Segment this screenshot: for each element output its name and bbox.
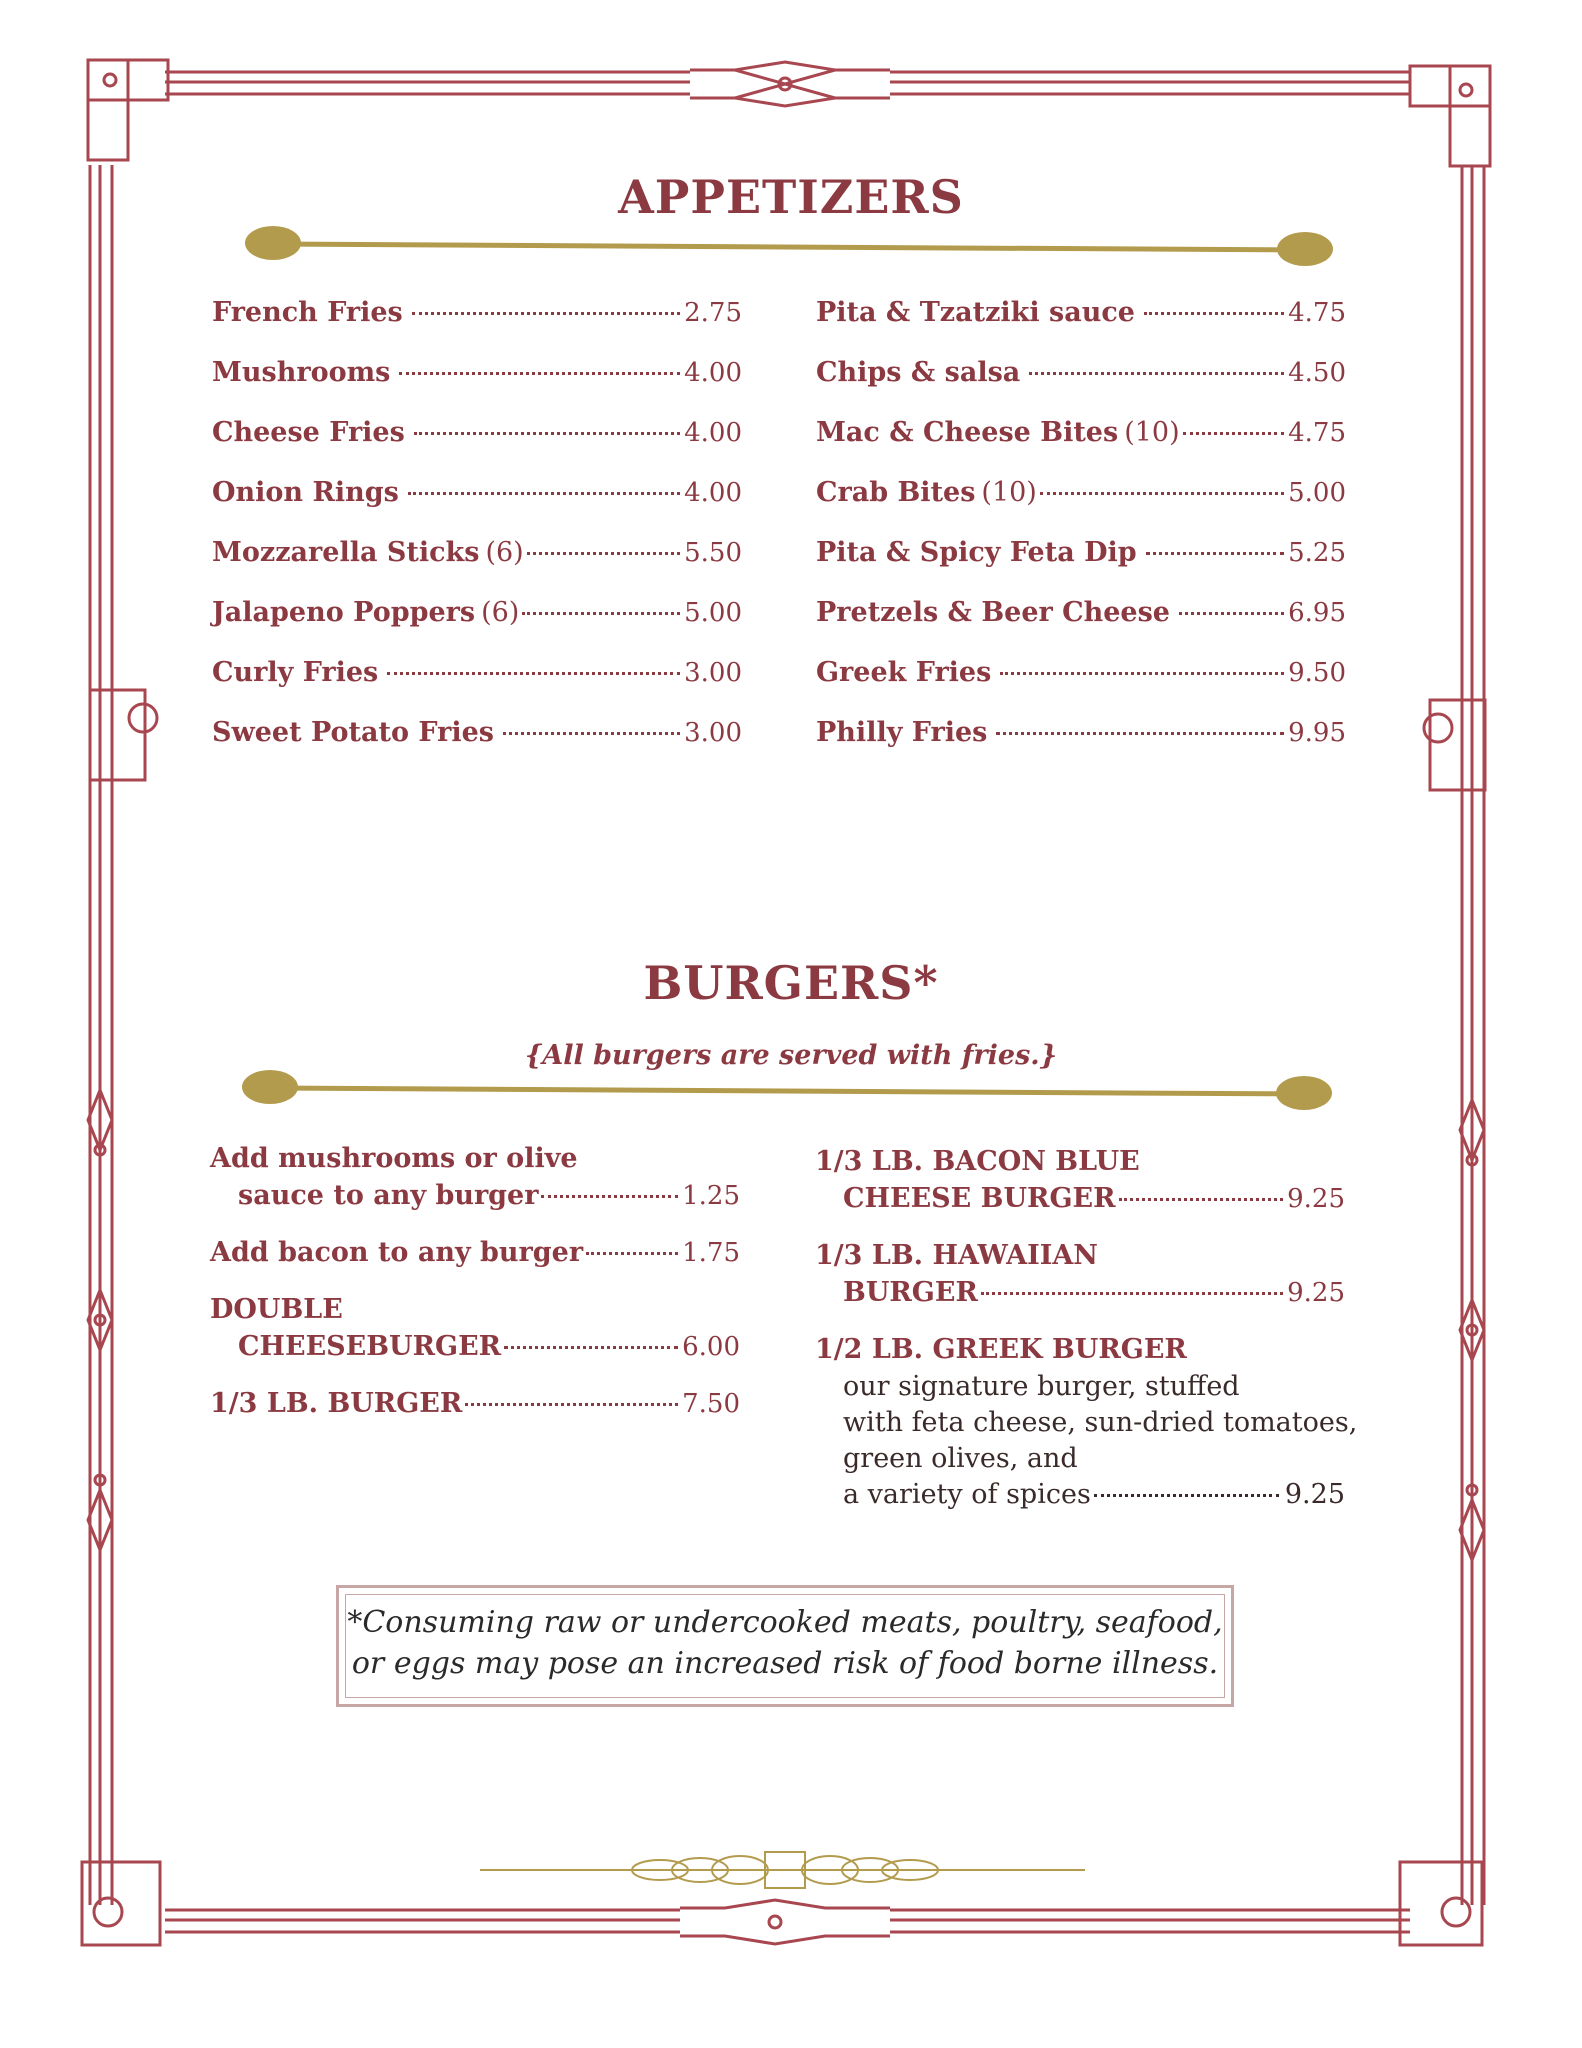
leader-dots [1119, 1198, 1284, 1201]
leader-dots [522, 612, 680, 615]
leader-dots [981, 1292, 1283, 1295]
menu-item: sauce to any burger 1.25 [238, 1180, 740, 1211]
price: 9.25 [1287, 1184, 1345, 1214]
menu-item-line: 1/3 LB. HAWAIIAN [815, 1240, 1098, 1271]
leader-dots [1000, 672, 1284, 675]
leader-dots [399, 372, 680, 375]
appetizers-heading: APPETIZERS [618, 170, 964, 224]
menu-item: CHEESE BURGER 9.25 [843, 1183, 1345, 1214]
burgers-right-column [815, 1146, 1358, 1515]
price: 1.25 [682, 1181, 740, 1211]
menu-item: Pita & Spicy Feta Dip 5.25 [816, 537, 1346, 568]
price: 9.50 [1288, 658, 1346, 688]
burgers-subtitle: {All burgers are served with fries.} [524, 1040, 1058, 1071]
menu-item-line: Add mushrooms or olive [210, 1143, 578, 1174]
price: 6.95 [1288, 598, 1346, 628]
menu-item: Greek Fries 9.50 [816, 657, 1346, 688]
menu-item: BURGER 9.25 [843, 1277, 1345, 1308]
leader-dots [408, 492, 680, 495]
price: 4.50 [1288, 358, 1346, 388]
appetizers-left-column [212, 297, 742, 777]
menu-item: Crab Bites (10) 5.00 [816, 477, 1346, 508]
leader-dots [412, 312, 680, 315]
leader-dots [996, 732, 1284, 735]
leader-dots [1094, 1494, 1279, 1497]
menu-item: CHEESEBURGER 6.00 [238, 1331, 740, 1362]
leader-dots [1144, 312, 1284, 315]
price: 5.00 [1288, 478, 1346, 508]
price: 9.25 [1287, 1278, 1345, 1308]
burgers-heading: BURGERS* [643, 956, 939, 1010]
price: 4.75 [1288, 418, 1346, 448]
leader-dots [1179, 612, 1284, 615]
leader-dots [1146, 552, 1284, 555]
menu-item: Philly Fries 9.95 [816, 717, 1346, 748]
leader-dots [1183, 432, 1284, 435]
menu-item: French Fries 2.75 [212, 297, 742, 328]
menu-item: Mozzarella Sticks (6) 5.50 [212, 537, 742, 568]
menu-item: Jalapeno Poppers (6) 5.00 [212, 597, 742, 628]
leader-dots [527, 552, 680, 555]
gold-divider-rod [245, 224, 1335, 270]
notice-line: *Consuming raw or undercooked meats, poultry, seafood, [347, 1605, 1223, 1640]
price: 3.00 [684, 718, 742, 748]
leader-dots [414, 432, 680, 435]
menu-item: Pita & Tzatziki sauce 4.75 [816, 297, 1346, 328]
notice-line: or eggs may pose an increased risk of food borne illness. [351, 1646, 1219, 1681]
menu-item-line: DOUBLE [210, 1294, 343, 1325]
leader-dots [503, 732, 680, 735]
menu-item: Mushrooms 4.00 [212, 357, 742, 388]
menu-item: Chips & salsa 4.50 [816, 357, 1346, 388]
leader-dots [586, 1252, 678, 1255]
leader-dots [1029, 372, 1284, 375]
menu-item: Add bacon to any burger 1.75 [210, 1237, 740, 1268]
leader-dots [387, 672, 680, 675]
menu-item: Mac & Cheese Bites (10) 4.75 [816, 417, 1346, 448]
appetizers-right-column [816, 297, 1346, 777]
price: 1.75 [682, 1238, 740, 1268]
leader-dots [465, 1403, 678, 1406]
burgers-left-column [210, 1143, 740, 1425]
notice-text [339, 1602, 1231, 1684]
menu-item: Sweet Potato Fries 3.00 [212, 717, 742, 748]
price: 4.00 [684, 418, 742, 448]
item-description: a variety of spices [843, 1479, 1091, 1510]
price: 2.75 [684, 298, 742, 328]
menu-item: 1/3 LB. BURGER 7.50 [210, 1388, 740, 1419]
price: 9.95 [1288, 718, 1346, 748]
item-description: with feta cheese, sun-dried tomatoes, [843, 1407, 1358, 1438]
item-description: green olives, and [843, 1443, 1078, 1474]
leader-dots [504, 1346, 678, 1349]
menu-item-line: 1/3 LB. BACON BLUE [815, 1146, 1140, 1177]
leader-dots [541, 1195, 678, 1198]
menu-item: Onion Rings 4.00 [212, 477, 742, 508]
price: 6.00 [682, 1332, 740, 1362]
price: 5.50 [684, 538, 742, 568]
menu-item [815, 1479, 1345, 1515]
menu-item: Pretzels & Beer Cheese 6.95 [816, 597, 1346, 628]
price: 4.00 [684, 478, 742, 508]
price: 4.75 [1288, 298, 1346, 328]
price: 4.00 [684, 358, 742, 388]
price: 3.00 [684, 658, 742, 688]
item-description: our signature burger, stuffed [843, 1371, 1240, 1402]
menu-item-line: 1/2 LB. GREEK BURGER [815, 1334, 1187, 1365]
price: 5.00 [684, 598, 742, 628]
leader-dots [1040, 492, 1284, 495]
food-safety-notice [336, 1585, 1234, 1707]
gold-divider-rod [242, 1068, 1334, 1114]
menu-item: Cheese Fries 4.00 [212, 417, 742, 448]
price: 9.25 [1284, 1479, 1345, 1510]
price: 7.50 [682, 1389, 740, 1419]
price: 5.25 [1288, 538, 1346, 568]
menu-item: Curly Fries 3.00 [212, 657, 742, 688]
